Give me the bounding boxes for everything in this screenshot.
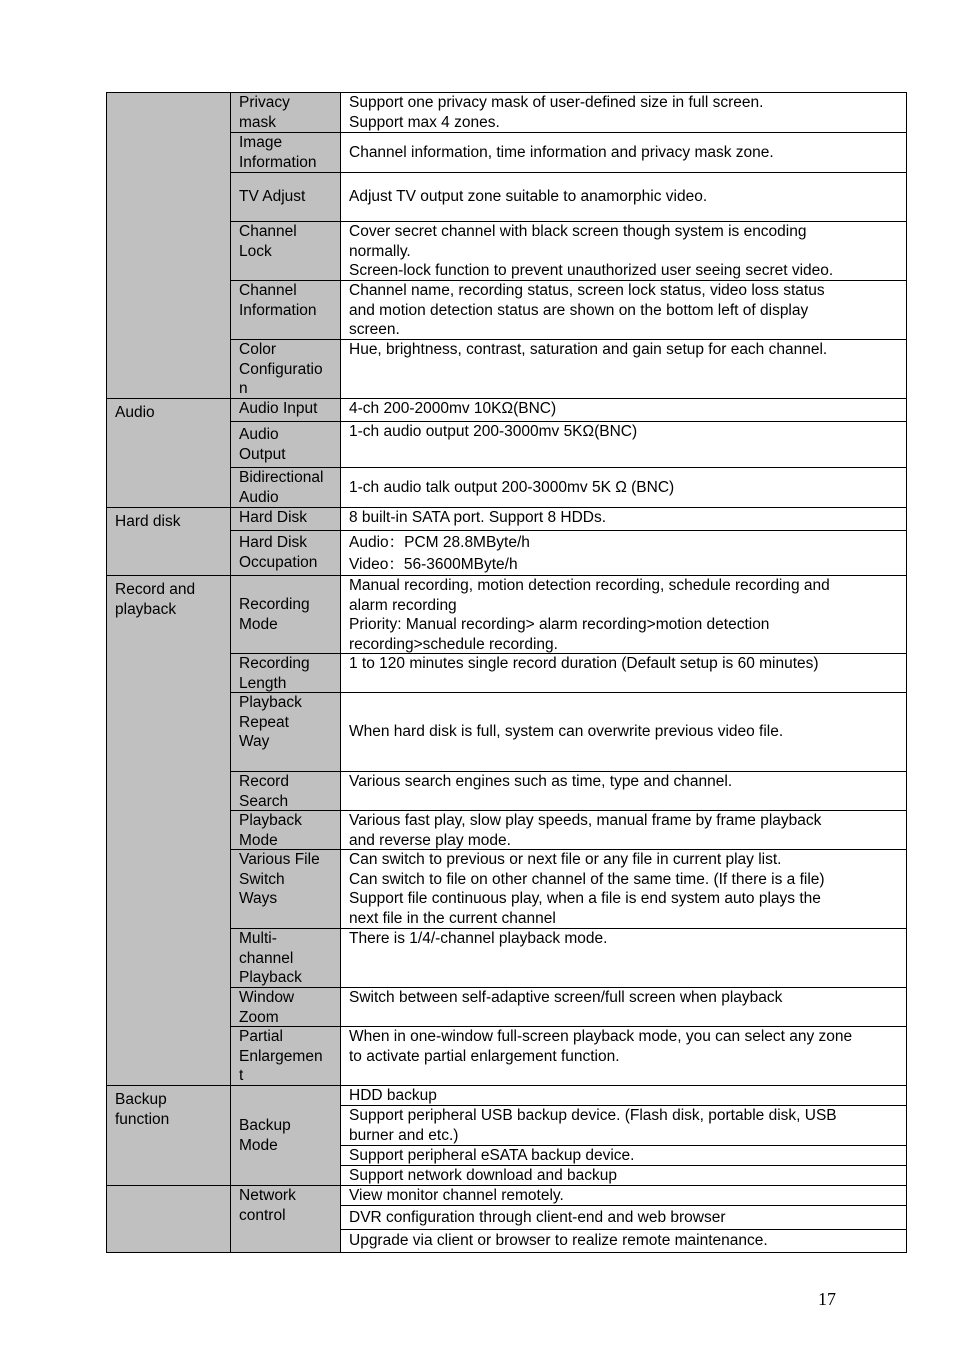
desc-line: Channel name, recording status, screen lock status, video loss status xyxy=(349,282,825,299)
feature-cell-backup-mode xyxy=(230,1085,341,1186)
desc-cell-audio-output xyxy=(340,421,907,468)
desc-cell-hard-disk xyxy=(340,507,907,531)
feature-label: Search xyxy=(239,792,289,810)
desc-line: normally. xyxy=(349,242,411,260)
feature-cell-hard-disk-occupation xyxy=(230,530,341,576)
desc-line: Can switch to previous or next file or any file in current play list. xyxy=(349,851,782,868)
desc-line: and motion detection status are shown on the bottom left of display xyxy=(349,301,809,319)
feature-label: n xyxy=(239,380,248,397)
category-cell-backup xyxy=(106,1085,231,1186)
feature-label: Mode xyxy=(239,615,278,633)
feature-cell-tv-adjust xyxy=(230,172,341,222)
desc-line: DVR configuration through client-end and web browser xyxy=(349,1208,726,1226)
desc-cell-window-zoom xyxy=(340,987,907,1027)
desc-line: Adjust TV output zone suitable to anamorphic video. xyxy=(349,188,708,206)
feature-label: Playback xyxy=(239,969,302,986)
feature-label: Configuratio xyxy=(239,360,323,378)
feature-label: Window xyxy=(239,989,295,1006)
feature-label: Lock xyxy=(239,242,272,260)
desc-cell-upgrade xyxy=(340,1229,907,1253)
desc-cell-image-information xyxy=(340,132,907,173)
feature-cell-color-configuration xyxy=(230,339,341,399)
feature-label: Mode xyxy=(239,831,278,849)
feature-label: Enlargemen xyxy=(239,1047,323,1065)
feature-label: Bidirectional xyxy=(239,469,324,486)
feature-cell-playback-repeat-way xyxy=(230,692,341,772)
desc-cell-esata-backup xyxy=(340,1145,907,1166)
desc-cell-usb-backup xyxy=(340,1105,907,1146)
desc-line: burner and etc.) xyxy=(349,1126,459,1144)
desc-line: HDD backup xyxy=(349,1087,437,1104)
feature-label: channel xyxy=(239,949,294,967)
feature-cell-hard-disk xyxy=(230,507,341,531)
desc-cell-recording-mode xyxy=(340,575,907,654)
feature-cell-window-zoom xyxy=(230,987,341,1027)
category-label: Record and xyxy=(115,581,196,598)
feature-label: Occupation xyxy=(239,553,318,571)
desc-cell-recording-length xyxy=(340,653,907,693)
desc-line: Various fast play, slow play speeds, manual frame by frame playback xyxy=(349,812,822,829)
feature-cell-recording-mode xyxy=(230,575,341,654)
desc-cell-various-file-switch-ways xyxy=(340,849,907,929)
category-label: function xyxy=(115,1110,170,1128)
desc-cell-audio-input xyxy=(340,398,907,422)
spec-table xyxy=(106,92,907,1253)
feature-label: Zoom xyxy=(239,1008,279,1026)
feature-label: mask xyxy=(239,113,277,131)
desc-line: Switch between self-adaptive screen/full screen when playback xyxy=(349,989,783,1006)
desc-cell-tv-adjust xyxy=(340,172,907,222)
feature-cell-audio-output xyxy=(230,421,341,468)
feature-cell-channel-lock xyxy=(230,221,341,281)
desc-line: next file in the current channel xyxy=(349,909,556,927)
feature-label: control xyxy=(239,1206,286,1224)
desc-cell-record-search xyxy=(340,771,907,811)
feature-label: Recording xyxy=(239,596,310,613)
feature-cell-playback-mode xyxy=(230,810,341,850)
feature-label: Switch xyxy=(239,870,285,888)
feature-label: Record xyxy=(239,773,289,790)
desc-line: 1-ch audio output 200-3000mv 5KΩ(BNC) xyxy=(349,423,638,440)
feature-label: t xyxy=(239,1067,244,1084)
feature-label: Way xyxy=(239,733,270,750)
desc-line: Support one privacy mask of user-defined size in full screen. xyxy=(349,94,764,111)
feature-cell-privacy-mask xyxy=(230,92,341,133)
desc-cell-privacy-mask xyxy=(340,92,907,133)
desc-line: Screen-lock function to prevent unauthorized user seeing secret video. xyxy=(349,262,834,279)
feature-label: Output xyxy=(239,445,286,463)
desc-line: Can switch to file on other channel of the same time. (If there is a file) xyxy=(349,870,825,888)
desc-line: Channel information, time information and privacy mask zone. xyxy=(349,143,774,161)
desc-cell-bidirectional-audio xyxy=(340,467,907,508)
feature-label: Audio xyxy=(239,426,279,443)
desc-line: When in one-window full-screen playback mode, you can select any zone xyxy=(349,1028,853,1045)
category-label: playback xyxy=(115,600,177,618)
feature-label: Various File xyxy=(239,851,320,868)
page-number: 17 xyxy=(818,1289,836,1309)
feature-label: Ways xyxy=(239,890,278,907)
feature-cell-network-control xyxy=(230,1185,341,1253)
category-cell-record-playback xyxy=(106,575,231,1086)
feature-label: Image xyxy=(239,134,283,151)
feature-cell-recording-length xyxy=(230,653,341,693)
desc-cell-hard-disk-occupation xyxy=(340,530,907,576)
desc-cell-partial-enlargement xyxy=(340,1026,907,1086)
desc-line: screen. xyxy=(349,321,400,338)
desc-line: When hard disk is full, system can overwrite previous video file. xyxy=(349,723,784,741)
desc-line: Manual recording, motion detection recording, schedule recording and xyxy=(349,577,830,594)
feature-label: Playback xyxy=(239,694,302,711)
desc-cell-view-monitor xyxy=(340,1185,907,1206)
desc-line: to activate partial enlargement function. xyxy=(349,1047,620,1065)
category-cell-blank xyxy=(106,92,231,399)
desc-cell-channel-information xyxy=(340,280,907,340)
desc-cell-hdd-backup xyxy=(340,1085,907,1106)
feature-label: Hard Disk xyxy=(239,534,308,551)
desc-line: alarm recording xyxy=(349,596,457,614)
feature-label: Color xyxy=(239,341,277,358)
feature-cell-partial-enlargement xyxy=(230,1026,341,1086)
desc-cell-network-backup xyxy=(340,1165,907,1186)
feature-cell-bidirectional-audio xyxy=(230,467,341,508)
desc-line: Cover secret channel with black screen though system is encoding xyxy=(349,223,807,240)
desc-cell-multi-channel-playback xyxy=(340,928,907,988)
category-cell-hard-disk xyxy=(106,507,231,576)
feature-label: Playback xyxy=(239,812,302,829)
desc-line: Various search engines such as time, type and channel. xyxy=(349,773,733,790)
desc-line: Support peripheral eSATA backup device. xyxy=(349,1147,635,1164)
feature-label: Channel xyxy=(239,223,297,240)
feature-label: Repeat xyxy=(239,713,289,731)
feature-cell-multi-channel-playback xyxy=(230,928,341,988)
desc-line: 8 built-in SATA port. Support 8 HDDs. xyxy=(349,509,607,526)
desc-cell-dvr-configuration xyxy=(340,1205,907,1230)
category-label: Audio xyxy=(115,404,155,421)
feature-label: Hard Disk xyxy=(239,509,308,526)
desc-line: Support peripheral USB backup device. (Flash disk, portable disk, USB xyxy=(349,1107,837,1124)
desc-cell-color-configuration xyxy=(340,339,907,399)
desc-line: 4-ch 200-2000mv 10KΩ(BNC) xyxy=(349,400,557,417)
feature-label: Audio xyxy=(239,488,279,506)
feature-cell-record-search xyxy=(230,771,341,811)
feature-cell-various-file-switch-ways xyxy=(230,849,341,929)
feature-label: Length xyxy=(239,674,287,692)
feature-label: Channel xyxy=(239,282,297,299)
category-cell-network xyxy=(106,1185,231,1253)
feature-label: Information xyxy=(239,153,317,171)
desc-line: Support network download and backup xyxy=(349,1167,617,1184)
feature-cell-channel-information xyxy=(230,280,341,340)
feature-label: Audio Input xyxy=(239,400,318,417)
feature-cell-image-information xyxy=(230,132,341,173)
feature-label: TV Adjust xyxy=(239,188,306,206)
desc-line: Priority: Manual recording> alarm recording>motion detection xyxy=(349,616,770,633)
desc-line: Video：56-3600MByte/h xyxy=(349,556,518,573)
desc-line: 1-ch audio talk output 200-3000mv 5K Ω (BNC) xyxy=(349,478,675,496)
feature-cell-audio-input xyxy=(230,398,341,422)
feature-label: Network xyxy=(239,1187,296,1204)
desc-line: There is 1/4/-channel playback mode. xyxy=(349,930,608,947)
desc-line: and reverse play mode. xyxy=(349,831,511,849)
desc-line: View monitor channel remotely. xyxy=(349,1187,564,1204)
desc-line: Support max 4 zones. xyxy=(349,113,500,131)
desc-line: 1 to 120 minutes single record duration (Default setup is 60 minutes) xyxy=(349,655,819,672)
desc-line: Upgrade via client or browser to realize remote maintenance. xyxy=(349,1232,768,1250)
desc-line: Audio：PCM 28.8MByte/h xyxy=(349,534,530,551)
feature-label: Information xyxy=(239,301,317,319)
desc-line: Hue, brightness, contrast, saturation and gain setup for each channel. xyxy=(349,341,828,358)
feature-label: Multi- xyxy=(239,930,277,947)
feature-label: Privacy xyxy=(239,94,290,111)
desc-cell-playback-repeat-way xyxy=(340,692,907,772)
desc-line: recording>schedule recording. xyxy=(349,635,558,653)
feature-label: Mode xyxy=(239,1136,278,1154)
feature-label: Recording xyxy=(239,655,310,672)
feature-label: Partial xyxy=(239,1028,283,1045)
feature-label: Backup xyxy=(239,1117,291,1134)
category-cell-audio xyxy=(106,398,231,508)
category-label: Hard disk xyxy=(115,513,181,530)
desc-cell-playback-mode xyxy=(340,810,907,850)
category-label: Backup xyxy=(115,1091,167,1108)
desc-line: Support file continuous play, when a file is end system auto plays the xyxy=(349,890,821,907)
desc-cell-channel-lock xyxy=(340,221,907,281)
